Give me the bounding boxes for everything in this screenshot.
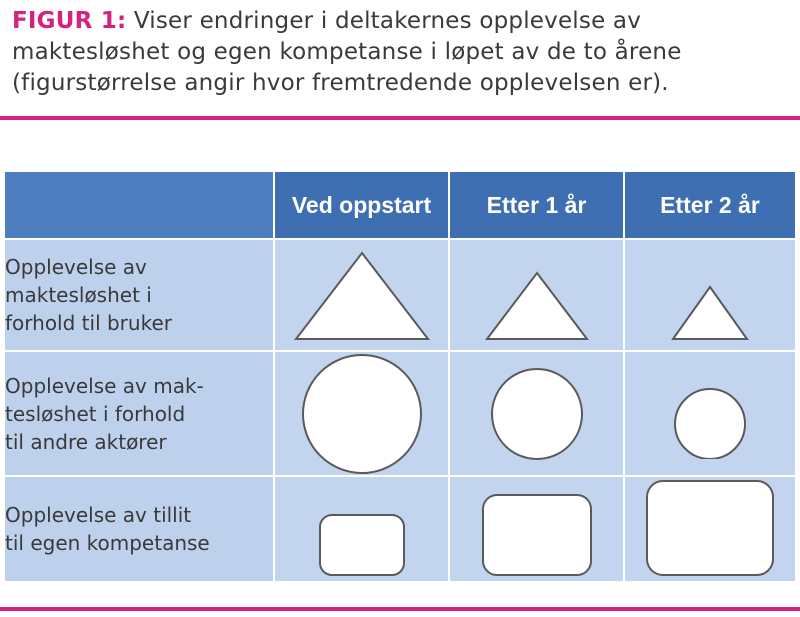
figure-caption (12, 6, 792, 99)
circle-icon (297, 354, 427, 474)
cell-start (274, 351, 449, 476)
cell-year-2 (624, 476, 796, 582)
comparison-table (3, 170, 797, 583)
triangle-icon (292, 245, 432, 345)
figure-label: FIGUR 1: (12, 8, 127, 34)
column-header-year-1: Etter 1 år (449, 171, 624, 239)
cell-year-2 (624, 239, 796, 351)
row-label-powerlessness-others: Opplevelse av mak- tesløshet i forhold til andre aktører (4, 351, 274, 476)
row-label-powerlessness-user: Opplevelse av maktesløshet i forhold til bruker (4, 239, 274, 351)
rounded-square-icon (644, 479, 776, 579)
row-label-trust-competence: Opplevelse av tillit til egen kompetanse (4, 476, 274, 582)
table-row (4, 351, 796, 476)
circle-icon (487, 364, 587, 464)
header-row (4, 171, 796, 239)
circle-icon (670, 369, 750, 459)
cell-year-1 (449, 239, 624, 351)
cell-year-1 (449, 351, 624, 476)
triangle-icon (655, 245, 765, 345)
column-header-year-2: Etter 2 år (624, 171, 796, 239)
header-corner (4, 171, 274, 239)
table-row (4, 476, 796, 582)
triangle-icon (477, 245, 597, 345)
cell-year-2 (624, 351, 796, 476)
bottom-divider (0, 607, 800, 611)
table-row (4, 239, 796, 351)
rounded-square-icon (479, 479, 595, 579)
cell-start (274, 476, 449, 582)
cell-year-1 (449, 476, 624, 582)
rounded-square-icon (317, 479, 407, 579)
cell-start (274, 239, 449, 351)
column-header-start: Ved oppstart (274, 171, 449, 239)
top-divider (0, 116, 800, 120)
caption-text: Viser endringer i deltakernes opplevelse av maktesløshet og egen kompetanse i løpet av de to årene (figurstørrelse angir hvor fremtredende opplevelsen er). (12, 8, 682, 96)
